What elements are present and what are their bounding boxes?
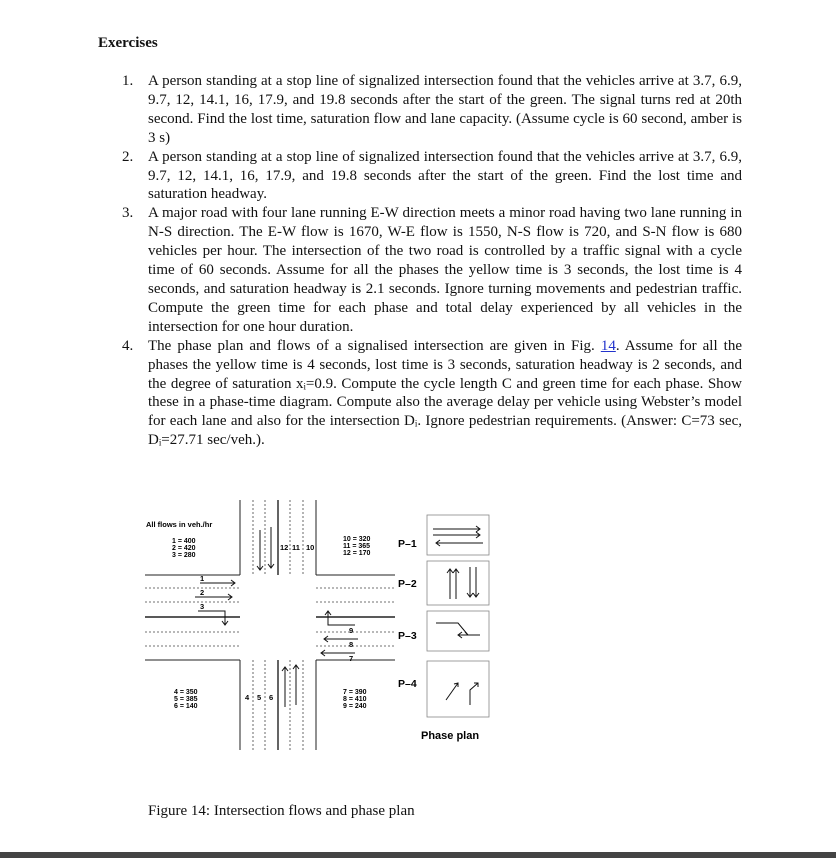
lane-label: 8: [349, 640, 354, 649]
exercise-text-cont: . Assume for all the phases the yellow time is 4 seconds, lost time is 3 seconds, saturation headway is 2 seconds, and the degree of saturation xᵢ=0.9. Compute the cycle length C and green time for each phase. Show these in a phase-time diagram. Compute also the average delay per vehicle using Webster’s model for each lane and also for the intersection Dᵢ. Ignore pedestrian requirements. (Answer: C=73 sec, Dᵢ=27.71 sec/veh.).: [148, 337, 742, 449]
lane-label: 5: [257, 693, 262, 702]
flow-label: 11 = 365: [343, 543, 371, 550]
flow-label: 3 = 280: [172, 552, 196, 559]
lane-label: 10: [306, 543, 315, 552]
exercise-item: [102, 72, 742, 148]
exercise-item: [102, 204, 742, 336]
intersection-diagram: [140, 495, 500, 765]
flow-label: 7 = 390: [343, 689, 367, 696]
lane-label: 9: [349, 626, 354, 635]
phase-label: P–3: [398, 630, 417, 642]
exercise-number: 3.: [122, 205, 134, 222]
lane-label: 11: [292, 543, 300, 552]
flow-label: 12 = 170: [343, 550, 371, 557]
flow-label: 2 = 420: [172, 545, 196, 552]
exercise-number: 2.: [122, 148, 134, 165]
phase-label: P–1: [398, 538, 417, 550]
flow-label: 5 = 385: [174, 696, 198, 703]
exercise-number: 1.: [122, 73, 134, 89]
window-bottom-bar: [0, 852, 836, 858]
phase-label: P–4: [398, 678, 417, 690]
lane-label: 6: [269, 693, 274, 702]
lane-label: 4: [245, 693, 250, 702]
figure-caption: Figure 14: Intersection flows and phase plan: [148, 803, 415, 819]
flow-label: 9 = 240: [343, 703, 367, 710]
section-heading: Exercises: [98, 35, 158, 51]
lane-label: 12: [280, 543, 289, 552]
intersection-figure: [140, 495, 500, 765]
figure-link[interactable]: 14: [600, 337, 616, 354]
flow-label: 8 = 410: [343, 696, 367, 703]
lane-label: 7: [349, 654, 354, 663]
lane-label: 3: [200, 602, 205, 611]
exercise-item: [102, 148, 742, 205]
exercise-list: [102, 72, 742, 450]
lane-label: 1: [200, 574, 205, 583]
flow-label: 4 = 350: [174, 689, 198, 696]
phase-plan-label: Phase plan: [421, 730, 480, 742]
exercise-text: The phase plan and flows of a signalised intersection are given in Fig.: [148, 337, 601, 354]
lane-label: 2: [200, 588, 205, 597]
exercise-number: 4.: [122, 337, 134, 354]
figure-title: All flows in veh./hr: [146, 520, 213, 529]
exercise-text: A major road with four lane running E-W direction meets a minor road having two lane running in N-S direction. The E-W flow is 1670, W-E flow is 1550, N-S flow is 720, and S-N flow is 680 vehicles per hour. The intersection of the two road is controlled by a traffic signal with a cycle time of 60 seconds. Assume for all the phases the yellow time is 3 seconds, the lost time is 4 seconds, and saturation headway is 2.1 seconds. Ignore turning movements and pedestrian traffic. Compute the green time for each phase and total delay experienced by all vehicles in the intersection for one hour duration.: [148, 205, 742, 335]
exercise-item: [102, 337, 742, 450]
flow-label: 6 = 140: [174, 703, 198, 710]
flow-label: 1 = 400: [172, 538, 196, 545]
exercise-text: A person standing at a stop line of signalized intersection found that the vehicles arrive at 3.7, 6.9, 9.7, 12, 14.1, 16, 17.9, and 19.8 seconds after the start of the green. Find the lost time and saturation headway.: [148, 148, 742, 203]
flow-label: 10 = 320: [343, 536, 371, 543]
phase-label: P–2: [398, 578, 417, 590]
exercise-text: A person standing at a stop line of signalized intersection found that the vehicles arrive at 3.7, 6.9, 9.7, 12, 14.1, 16, 17.9, and 19.8 seconds after the start of the green. The signal turns red at 20th second. Find the lost time, saturation flow and lane capacity. (Assume cycle is 60 second, amber is 3 s): [148, 73, 742, 146]
